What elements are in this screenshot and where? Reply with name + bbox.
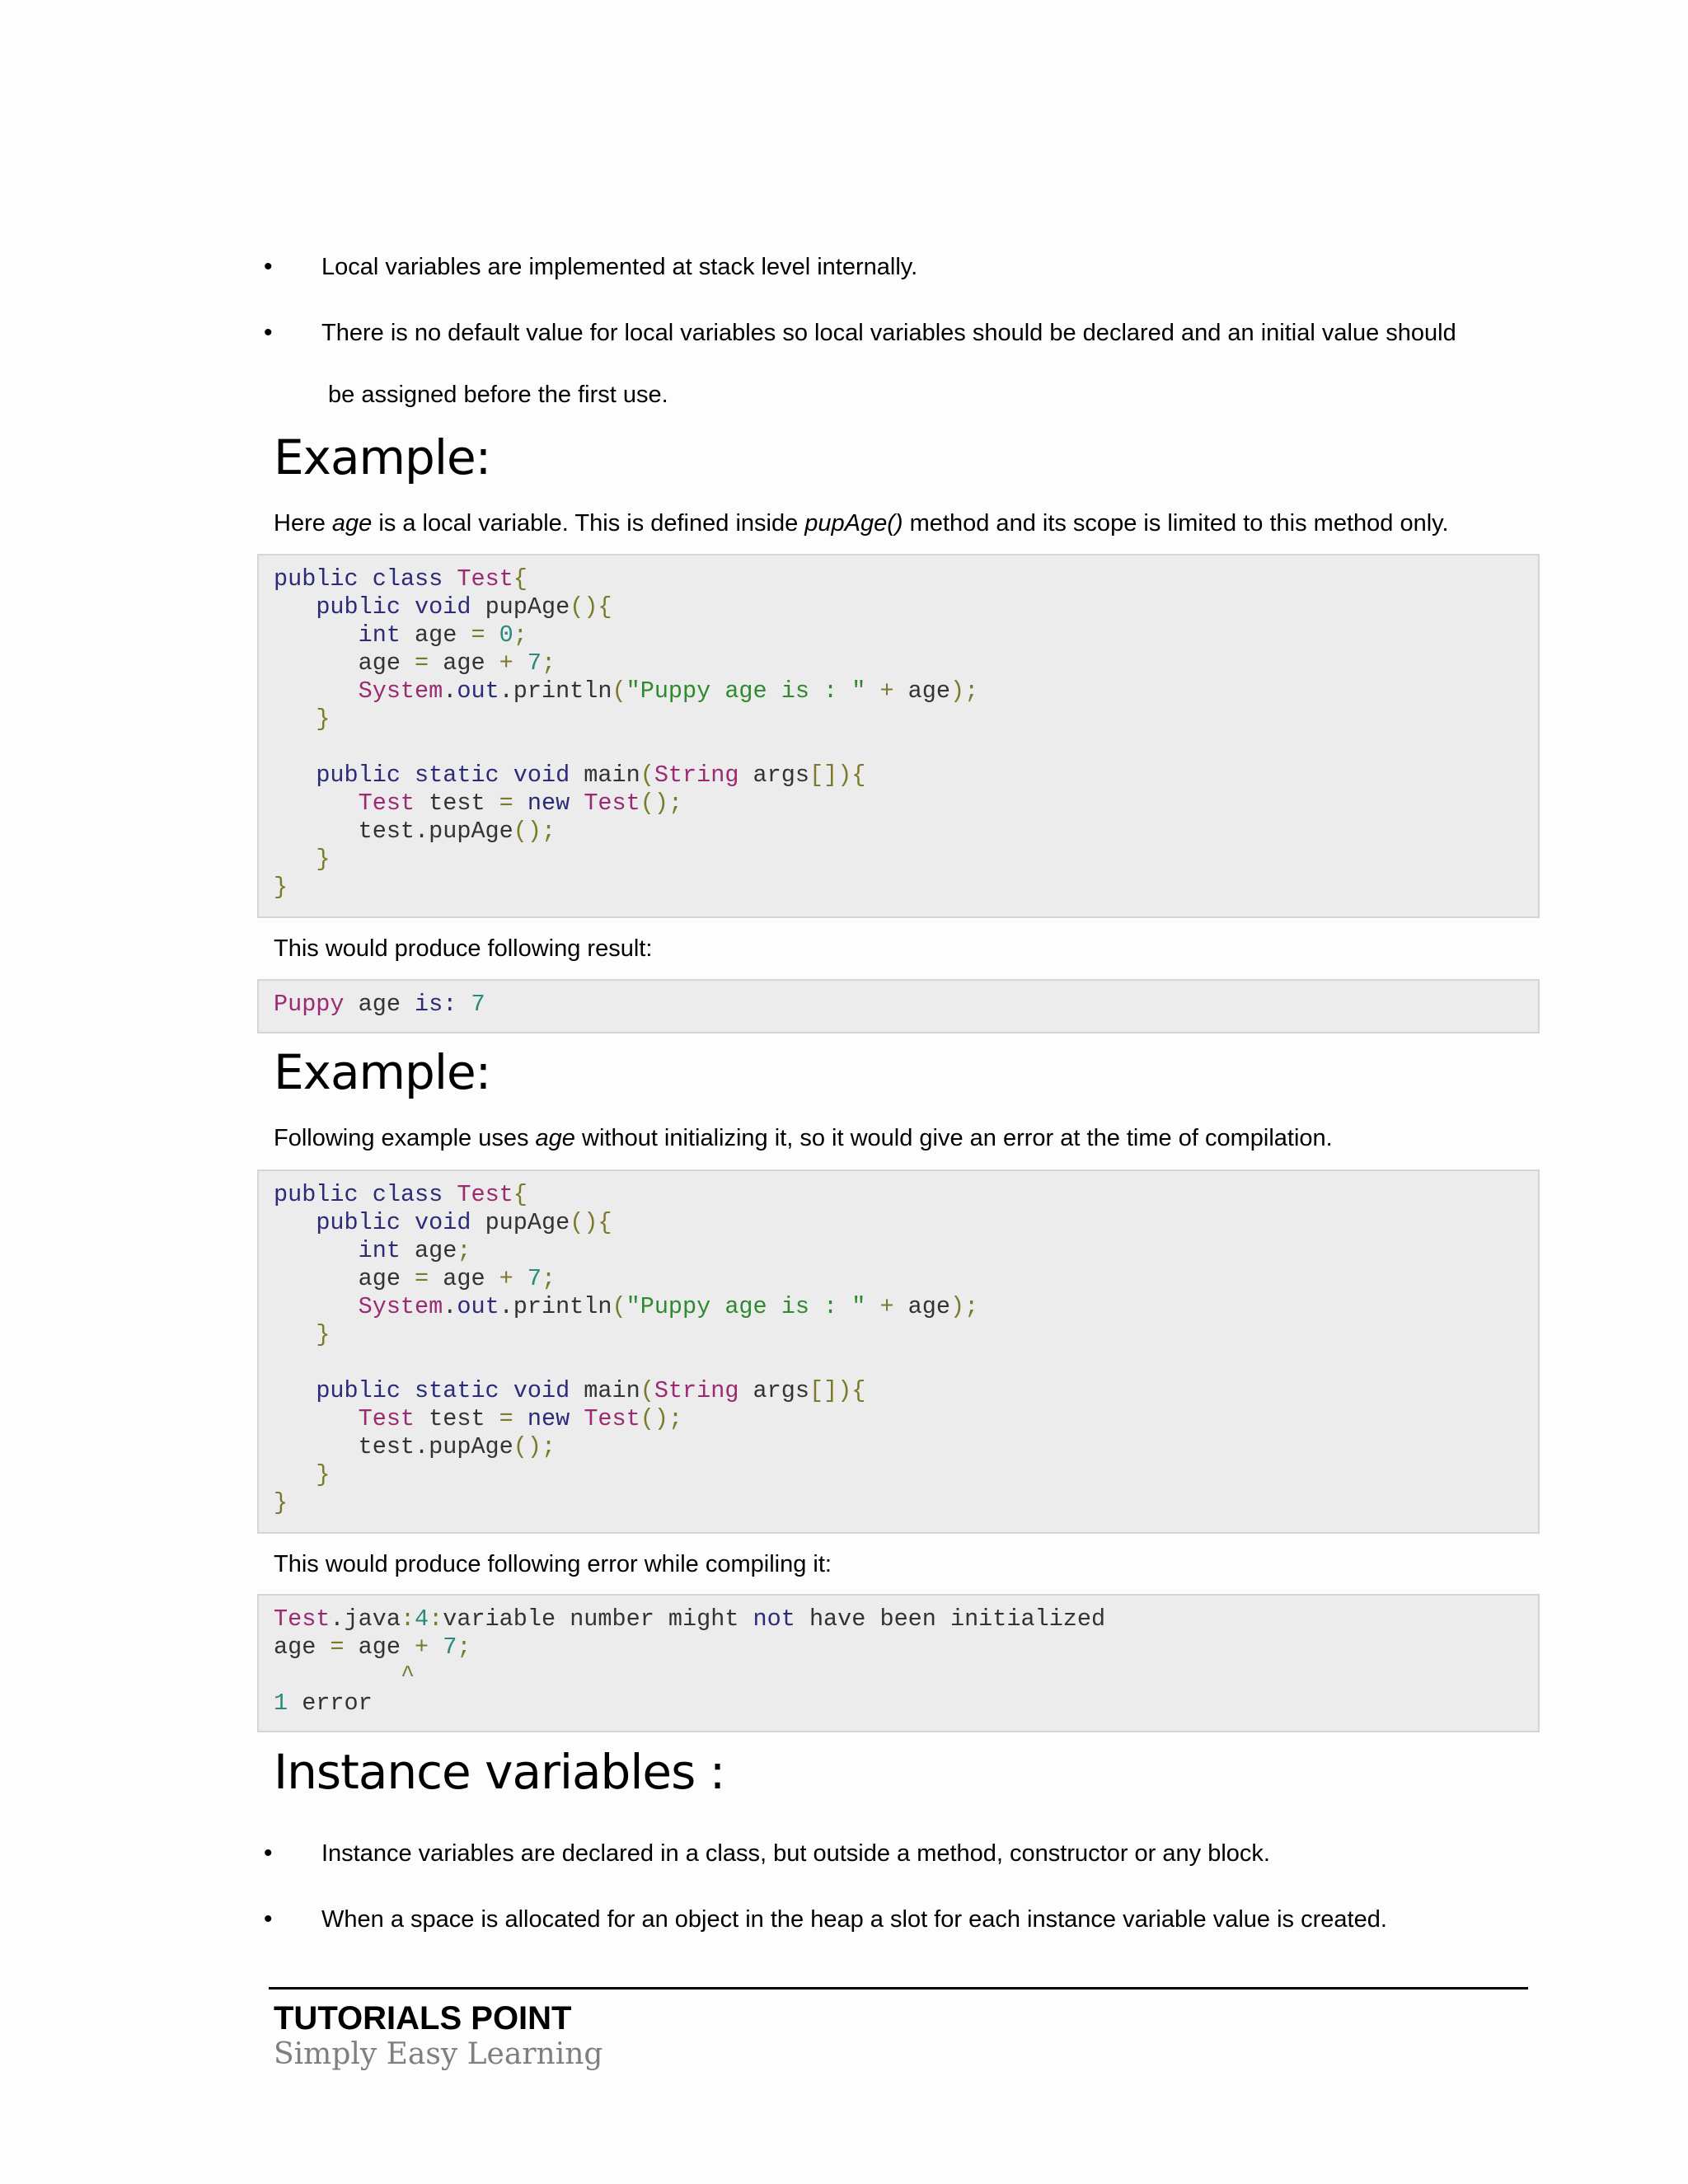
footer-divider — [269, 1987, 1528, 1990]
bullet-dot: • — [264, 319, 273, 346]
code-listing: public class Test{ public void pupAge(){ int age; age = age + 7; System.out.println("Puppy age is : " + age); } public static void main(String args[]){ Test test = new Test(); test.pupAge(); } } — [274, 1181, 979, 1516]
footer-tagline: Simply Easy Learning — [274, 2037, 603, 2071]
bullet-dot: • — [264, 1905, 273, 1933]
error-block — [257, 1594, 1540, 1732]
bullet-text: Local variables are implemented at stack level internally. — [321, 254, 918, 280]
code-listing: public class Test{ public void pupAge(){ int age = 0; age = age + 7; System.out.println("Puppy age is : " + age); } public static void main(String args[]){ Test test = new Test(); test.pupAge(); } } — [274, 565, 979, 901]
bullet-dot: • — [264, 1840, 273, 1867]
bullet-text: Instance variables are declared in a class, but outside a method, constructor or any block. — [321, 1840, 1270, 1867]
result-label: This would produce following error while compiling it: — [274, 1551, 832, 1577]
output-block — [257, 979, 1540, 1033]
example-heading: Example: — [274, 429, 491, 485]
bullet-continuation: be assigned before the first use. — [328, 382, 668, 408]
code-block — [257, 554, 1540, 918]
compiler-error-output: Test.java:4:variable number might not have been initialized age = age + 7; ^ 1 error — [274, 1605, 1106, 1717]
example-description: Following example uses age without initializing it, so it would give an error at the time of compilation. — [274, 1125, 1333, 1151]
code-block — [257, 1169, 1540, 1534]
example-heading: Example: — [274, 1044, 491, 1100]
bullet-text: When a space is allocated for an object in the heap a slot for each instance variable value is created. — [321, 1906, 1387, 1933]
footer-brand: TUTORIALS POINT — [274, 2000, 572, 2036]
program-output: Puppy age is: 7 — [274, 991, 485, 1018]
bullet-dot: • — [264, 253, 273, 280]
example-description: Here age is a local variable. This is defined inside pupAge() method and its scope is limited to this method only. — [274, 510, 1449, 537]
section-heading: Instance variables : — [274, 1744, 725, 1800]
bullet-text: There is no default value for local variables so local variables should be declared and an initial value should — [321, 320, 1456, 346]
result-label: This would produce following result: — [274, 935, 653, 962]
